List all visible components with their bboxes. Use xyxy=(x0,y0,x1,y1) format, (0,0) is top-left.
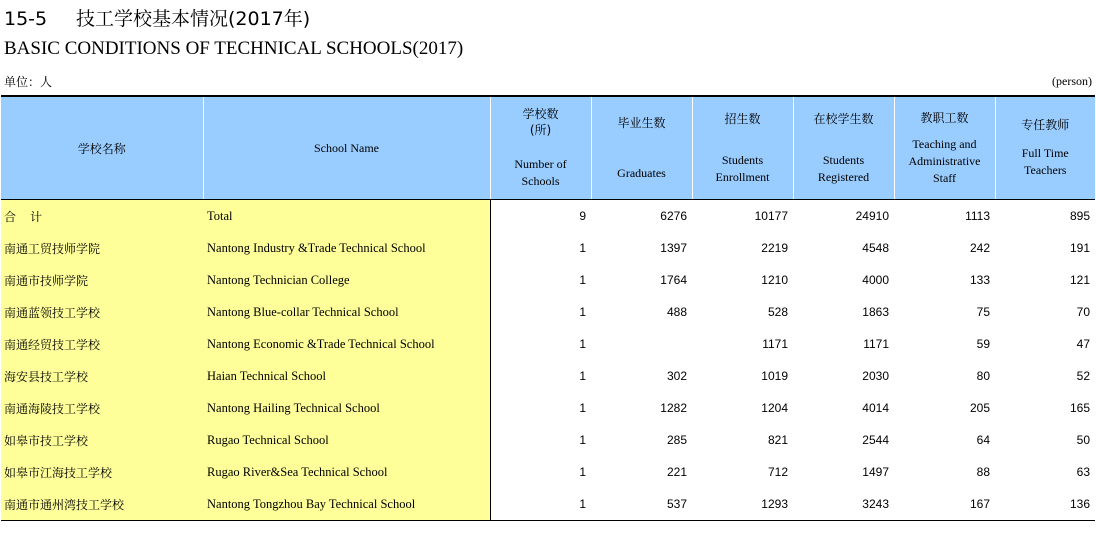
cell-name-en: Nantong Economic &Trade Technical School xyxy=(203,328,490,360)
cell-registered: 1863 xyxy=(793,296,894,328)
cell-enrollment: 1204 xyxy=(692,392,793,424)
col-header-name-cn: 学校名称 xyxy=(1,96,203,200)
cell-enrollment: 1210 xyxy=(692,264,793,296)
unit-label-cn: 单位：人 xyxy=(4,75,53,89)
table-row xyxy=(1,232,1095,264)
cell-enrollment: 712 xyxy=(692,456,793,488)
cell-name-en: Nantong Tongzhou Bay Technical School xyxy=(203,488,490,521)
col-header-teachers: 专任教师 Full Time Teachers xyxy=(995,96,1095,200)
cell-schools: 9 xyxy=(490,200,591,233)
cell-graduates: 285 xyxy=(591,424,692,456)
cell-name-en: Nantong Industry &Trade Technical School xyxy=(203,232,490,264)
cell-name-cn: 南通蓝领技工学校 xyxy=(1,296,203,328)
cell-teachers: 165 xyxy=(995,392,1095,424)
cell-staff: 133 xyxy=(894,264,995,296)
cell-enrollment: 528 xyxy=(692,296,793,328)
cell-teachers: 895 xyxy=(995,200,1095,233)
cell-name-cn: 如皋市技工学校 xyxy=(1,424,203,456)
cell-registered: 4000 xyxy=(793,264,894,296)
table-row xyxy=(1,296,1095,328)
cell-graduates: 1764 xyxy=(591,264,692,296)
cell-teachers: 47 xyxy=(995,328,1095,360)
page-title-cn xyxy=(4,4,310,31)
cell-schools: 1 xyxy=(490,488,591,521)
cell-name-cn: 南通海陵技工学校 xyxy=(1,392,203,424)
cell-name-en: Nantong Technician College xyxy=(203,264,490,296)
cell-teachers: 52 xyxy=(995,360,1095,392)
cell-schools: 1 xyxy=(490,232,591,264)
cell-registered: 4548 xyxy=(793,232,894,264)
cell-schools: 1 xyxy=(490,328,591,360)
cell-staff: 64 xyxy=(894,424,995,456)
cell-graduates xyxy=(591,328,692,360)
cell-staff: 1113 xyxy=(894,200,995,233)
cell-enrollment: 2219 xyxy=(692,232,793,264)
table-row xyxy=(1,424,1095,456)
col-header-registered: 在校学生数 Students Registered xyxy=(793,96,894,200)
cell-name-cn: 南通市通州湾技工学校 xyxy=(1,488,203,521)
table-row xyxy=(1,360,1095,392)
cell-registered: 1171 xyxy=(793,328,894,360)
table-row-total xyxy=(1,200,1095,233)
cell-name-cn: 如皋市江海技工学校 xyxy=(1,456,203,488)
cell-enrollment: 1171 xyxy=(692,328,793,360)
cell-name-en: Rugao Technical School xyxy=(203,424,490,456)
cell-name-en: Nantong Hailing Technical School xyxy=(203,392,490,424)
cell-graduates: 1282 xyxy=(591,392,692,424)
table-row xyxy=(1,328,1095,360)
cell-name-cn: 合计 xyxy=(1,200,203,233)
cell-name-en: Haian Technical School xyxy=(203,360,490,392)
cell-staff: 75 xyxy=(894,296,995,328)
cell-teachers: 63 xyxy=(995,456,1095,488)
cell-graduates: 488 xyxy=(591,296,692,328)
cell-name-en: Total xyxy=(203,200,490,233)
cell-name-cn: 海安县技工学校 xyxy=(1,360,203,392)
cell-schools: 1 xyxy=(490,392,591,424)
cell-enrollment: 1019 xyxy=(692,360,793,392)
col-header-graduates: 毕业生数 Graduates xyxy=(591,96,692,200)
data-table xyxy=(1,95,1095,521)
cell-teachers: 191 xyxy=(995,232,1095,264)
cell-staff: 59 xyxy=(894,328,995,360)
page-title-en: BASIC CONDITIONS OF TECHNICAL SCHOOLS(2017) xyxy=(4,38,464,59)
cell-registered: 24910 xyxy=(793,200,894,233)
cell-teachers: 50 xyxy=(995,424,1095,456)
cell-name-cn: 南通工贸技师学院 xyxy=(1,232,203,264)
table-row xyxy=(1,456,1095,488)
cell-enrollment: 1293 xyxy=(692,488,793,521)
table-row xyxy=(1,392,1095,424)
cell-schools: 1 xyxy=(490,456,591,488)
col-header-enrollment: 招生数 Students Enrollment xyxy=(692,96,793,200)
cell-staff: 205 xyxy=(894,392,995,424)
title-cn-text: 技工学校基本情况(2017年) xyxy=(76,8,311,30)
cell-staff: 167 xyxy=(894,488,995,521)
table-row xyxy=(1,488,1095,521)
cell-staff: 242 xyxy=(894,232,995,264)
cell-name-cn: 南通市技师学院 xyxy=(1,264,203,296)
cell-graduates: 6276 xyxy=(591,200,692,233)
cell-graduates: 221 xyxy=(591,456,692,488)
cell-enrollment: 821 xyxy=(692,424,793,456)
cell-name-cn: 南通经贸技工学校 xyxy=(1,328,203,360)
col-header-schools: 学校数 (所) Number of Schools xyxy=(490,96,591,200)
cell-schools: 1 xyxy=(490,424,591,456)
cell-registered: 2030 xyxy=(793,360,894,392)
cell-staff: 88 xyxy=(894,456,995,488)
header-row xyxy=(1,96,1095,200)
cell-graduates: 1397 xyxy=(591,232,692,264)
cell-name-en: Rugao River&Sea Technical School xyxy=(203,456,490,488)
cell-schools: 1 xyxy=(490,264,591,296)
cell-staff: 80 xyxy=(894,360,995,392)
cell-teachers: 70 xyxy=(995,296,1095,328)
cell-enrollment: 10177 xyxy=(692,200,793,233)
unit-label-en: (person) xyxy=(1052,74,1092,88)
cell-registered: 1497 xyxy=(793,456,894,488)
cell-registered: 4014 xyxy=(793,392,894,424)
cell-schools: 1 xyxy=(490,360,591,392)
cell-registered: 2544 xyxy=(793,424,894,456)
cell-teachers: 136 xyxy=(995,488,1095,521)
cell-graduates: 302 xyxy=(591,360,692,392)
col-header-name-en: School Name xyxy=(203,96,490,200)
table-number: 15-5 xyxy=(4,8,48,30)
cell-registered: 3243 xyxy=(793,488,894,521)
cell-graduates: 537 xyxy=(591,488,692,521)
table-row xyxy=(1,264,1095,296)
cell-teachers: 121 xyxy=(995,264,1095,296)
cell-name-en: Nantong Blue-collar Technical School xyxy=(203,296,490,328)
cell-schools: 1 xyxy=(490,296,591,328)
col-header-staff: 教职工数 Teaching and Administrative Staff xyxy=(894,96,995,200)
